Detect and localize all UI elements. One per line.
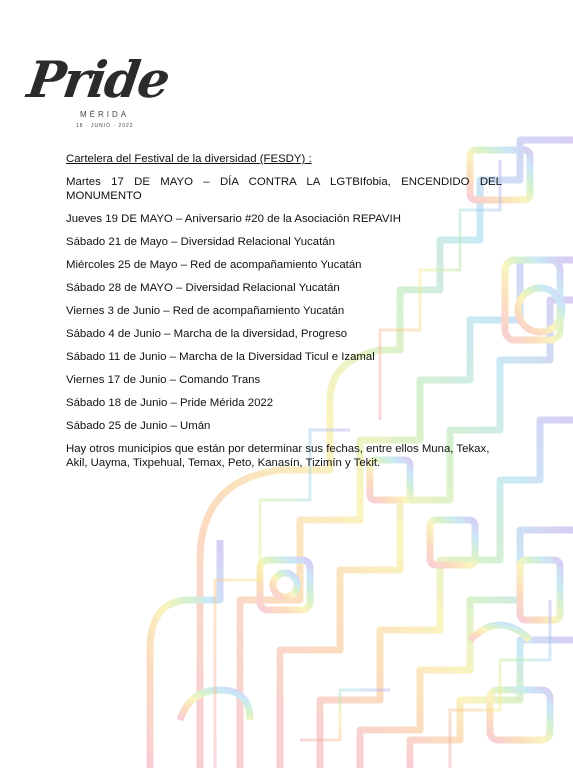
event-item: Sábado 11 de Junio – Marcha de la Diversidad Ticul e Izamal: [66, 351, 375, 363]
listing-heading: Cartelera del Festival de la diversidad (FESDY) :: [66, 153, 312, 165]
pride-merida-logo: [23, 50, 172, 140]
logo-wordmark: Pride: [23, 50, 172, 109]
event-item: Sábado 18 de Junio – Pride Mérida 2022: [66, 397, 274, 409]
event-listing: [66, 152, 502, 470]
event-item: Sábado 21 de Mayo – Diversidad Relacional Yucatán: [66, 236, 335, 248]
event-item: Jueves 19 DE MAYO – Aniversario #20 de la Asociación REPAVIH: [66, 213, 401, 225]
event-item: Sábado 4 de Junio – Marcha de la diversidad, Progreso: [66, 328, 348, 340]
event-item: Sábado 28 de MAYO – Diversidad Relacional Yucatán: [66, 282, 340, 294]
municipalities-note: Hay otros municipios que están por determinar sus fechas, entre ellos Muna, Tekax, Akil, Uayma, Tixpehual, Temax, Peto, Kanasín, Tizimín y Tekit.: [66, 443, 490, 469]
logo-date: 18 · JUNIO · 2022: [76, 123, 134, 129]
event-item: Sábado 25 de Junio – Umán: [66, 420, 211, 432]
event-item: Viernes 17 de Junio – Comando Trans: [66, 374, 261, 386]
event-item: Viernes 3 de Junio – Red de acompañamiento Yucatán: [66, 305, 345, 317]
logo-city: MÉRIDA: [80, 110, 130, 119]
event-item: Miércoles 25 de Mayo – Red de acompañamiento Yucatán: [66, 259, 362, 271]
event-item: Martes 17 DE MAYO – DÍA CONTRA LA LGTBIfobia, ENCENDIDO DEL MONUMENTO: [66, 176, 502, 202]
